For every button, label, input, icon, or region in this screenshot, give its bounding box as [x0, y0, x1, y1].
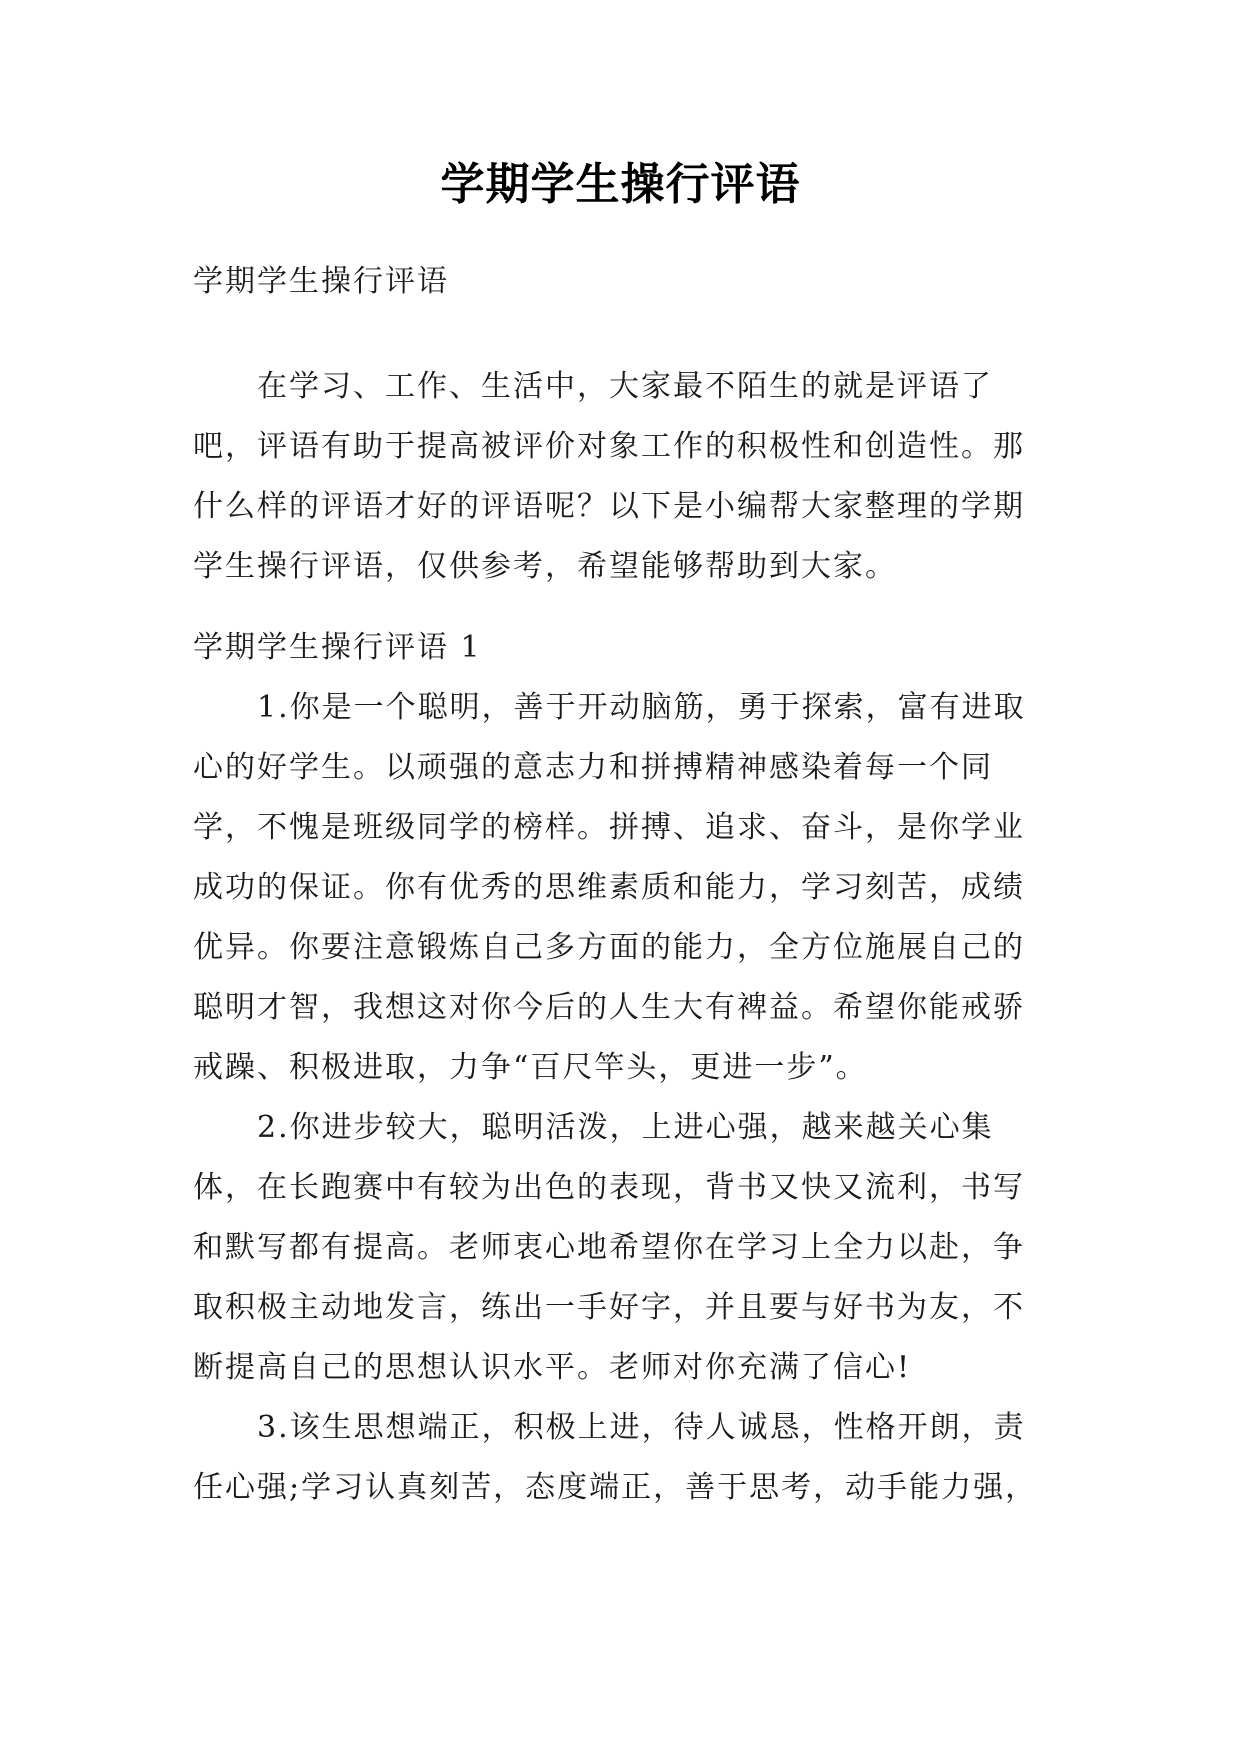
comment-item-3: 3.该生思想端正，积极上进，待人诚恳，性格开朗，责任心强;学习认真刻苦，态度端正，善于思考，动手能力强， — [193, 1410, 1038, 1505]
document-title: 学期学生操行评语 — [440, 159, 801, 210]
document-subtitle: 学期学生操行评语 — [193, 264, 449, 299]
section-heading: 学期学生操行评语 1 — [193, 630, 482, 665]
intro-paragraph: 在学习、工作、生活中，大家最不陌生的就是评语了吧，评语有助于提高被评价对象工作的积极性和创造性。那什么样的评语才好的评语呢？以下是小编帮大家整理的学期学生操行评语，仅供参考，希望能够帮助到大家。 — [193, 369, 1025, 584]
comment-item-2: 2.你进步较大，聪明活泼，上进心强，越来越关心集体，在长跑赛中有较为出色的表现，背书又快又流利，书写和默写都有提高。老师衷心地希望你在学习上全力以赴，争取积极主动地发言，练出一手好字，并且要与好书为友，不断提高自己的思想认识水平。老师对你充满了信心! — [193, 1110, 1025, 1385]
comment-item-1: 1.你是一个聪明，善于开动脑筋，勇于探索，富有进取心的好学生。以顽强的意志力和拼搏精神感染着每一个同学，不愧是班级同学的榜样。拼搏、追求、奋斗，是你学业成功的保证。你有优秀的思维素质和能力，学习刻苦，成绩优异。你要注意锻炼自己多方面的能力，全方位施展自己的聪明才智，我想这对你今后的人生大有裨益。希望你能戒骄戒躁、积极进取，力争“百尺竿头，更进一步”。 — [193, 690, 1026, 1085]
